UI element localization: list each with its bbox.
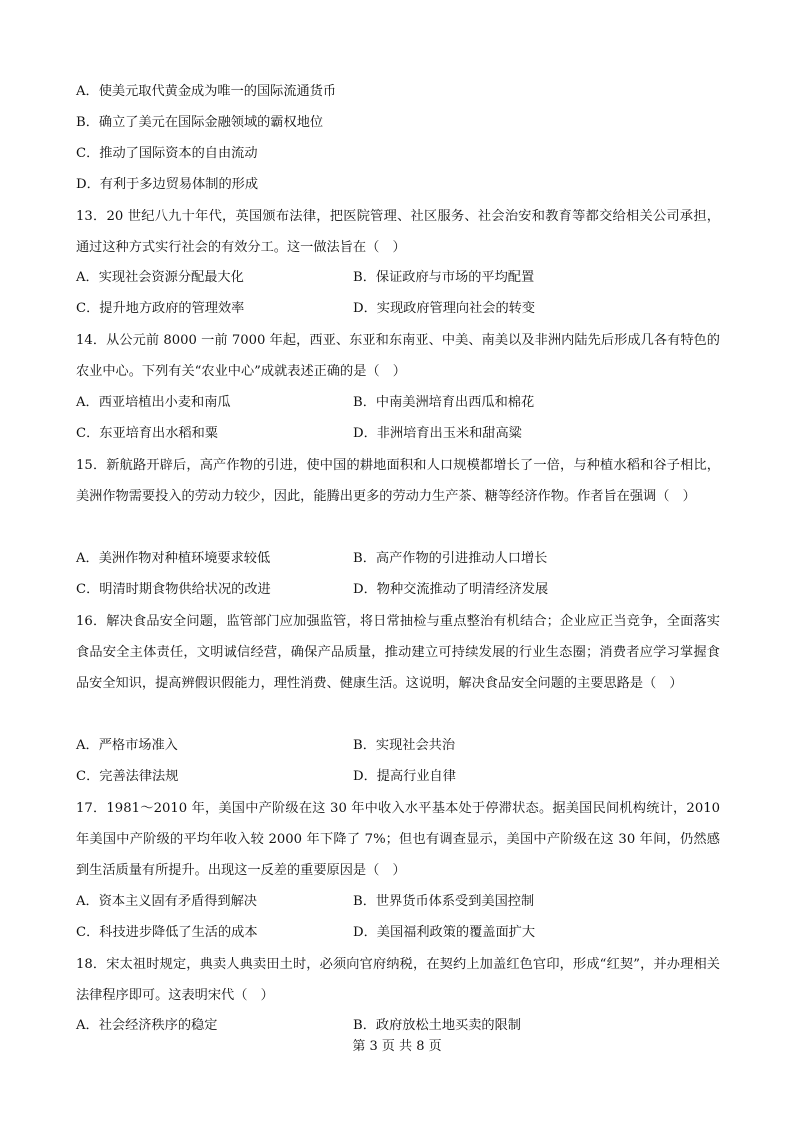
q18-options-row-1 <box>76 1016 720 1036</box>
q17-option-d: D．美国福利政策的覆盖面扩大 <box>353 925 536 940</box>
q17-option-b: B．世界货币体系受到美国控制 <box>353 894 535 909</box>
q13-option-d: D．实现政府管理向社会的转变 <box>353 301 536 316</box>
q15-stem: 15．新航路开辟后，高产作物的引进，使中国的耕地面积和人口规模都增长了一倍，与种植水稻和谷子相比，美洲作物需要投入的劳动力较少，因此，能腾出更多的劳动力生产茶、糖等经济作物。作者旨在强调（ ） <box>76 458 720 504</box>
q13-options-row-2 <box>76 299 720 319</box>
q17-options-row-2 <box>76 923 720 943</box>
q16-stem: 16．解决食品安全问题，监管部门应加强监管，将日常抽检与重点整治有机结合；企业应正当竞争，全面落实食品安全主体责任，文明诚信经营，确保产品质量，推动建立可持续发展的行业生态圈；消费者应学习掌握食品安全知识，提高辨假识假能力，理性消费、健康生活。这说明，解决食品安全问题的主要思路是（ ） <box>76 614 720 691</box>
q17-stem: 17．1981～2010 年，美国中产阶级在这 30 年中收入水平基本处于停滞状态。据美国民间机构统计，2010 年美国中产阶级的平均年收入较 2000 年下降了 7%；但也有调查显示，美国中产阶级在这 30 年间，仍然感到生活质量有所提升。出现这一反差的重要原因是（ ） <box>76 801 720 878</box>
q14-options-row-1 <box>76 393 720 413</box>
q14-option-a: A．西亚培植出小麦和南瓜 <box>76 395 231 410</box>
q13-option-b: B．保证政府与市场的平均配置 <box>353 270 535 285</box>
q15-options-row-2 <box>76 580 720 600</box>
q18-option-b: B．政府放松土地买卖的限制 <box>353 1018 521 1033</box>
q16-options-row-1 <box>76 736 720 756</box>
q12-option-c: C．推动了国际资本的自由流动 <box>76 146 258 161</box>
q14-stem: 14．从公元前 8000 一前 7000 年起，西亚、东亚和东南亚、中美、南美以及非洲内陆先后形成几各有特色的农业中心。下列有关“农业中心”成就表述正确的是（ ） <box>76 333 720 379</box>
q16-option-a: A．严格市场准入 <box>76 738 178 753</box>
q14-options-row-2 <box>76 424 720 444</box>
q12-option-d: D．有利于多边贸易体制的形成 <box>76 177 259 192</box>
q15-option-d: D．物种交流推动了明清经济发展 <box>353 582 549 597</box>
q12-option-a: A．使美元取代黄金成为唯一的国际流通货币 <box>76 84 337 99</box>
q15-option-c: C．明清时期食物供给状况的改进 <box>76 582 271 597</box>
page-number-footer: 第 3 页 共 8 页 <box>352 1039 442 1054</box>
q15-options-row-1 <box>76 549 720 569</box>
q14-option-c: C．东亚培育出水稻和粟 <box>76 426 218 441</box>
q17-option-c: C．科技进步降低了生活的成本 <box>76 925 258 940</box>
q14-option-b: B．中南美洲培育出西瓜和棉花 <box>353 395 535 410</box>
q13-stem: 13．20 世纪八九十年代，英国颁布法律，把医院管理、社区服务、社会治安和教育等都交给相关公司承担，通过这种方式实行社会的有效分工。这一做法旨在（ ） <box>76 209 720 255</box>
q18-option-a: A．社会经济秩序的稳定 <box>76 1018 218 1033</box>
q13-option-c: C．提升地方政府的管理效率 <box>76 301 245 316</box>
q17-option-a: A．资本主义固有矛盾得到解决 <box>76 894 257 909</box>
q16-options-row-2 <box>76 767 720 787</box>
q16-option-d: D．提高行业自律 <box>353 769 456 784</box>
q15-option-b: B．高产作物的引进推动人口增长 <box>353 551 548 566</box>
q16-option-b: B．实现社会共治 <box>353 738 456 753</box>
q13-option-a: A．实现社会资源分配最大化 <box>76 270 244 285</box>
q16-option-c: C．完善法律法规 <box>76 769 179 784</box>
q14-option-d: D．非洲培育出玉米和甜高粱 <box>353 426 522 441</box>
q13-options-row-1 <box>76 268 720 288</box>
q12-option-b: B．确立了美元在国际金融领域的霸权地位 <box>76 115 324 130</box>
q18-stem: 18．宋太祖时规定，典卖人典卖田土时，必须向官府纳税，在契约上加盖红色官印，形成“红契”，并办理相关法律程序即可。这表明宋代（ ） <box>76 957 720 1003</box>
q17-options-row-1 <box>76 892 720 912</box>
q15-option-a: A．美洲作物对种植环境要求较低 <box>76 551 271 566</box>
